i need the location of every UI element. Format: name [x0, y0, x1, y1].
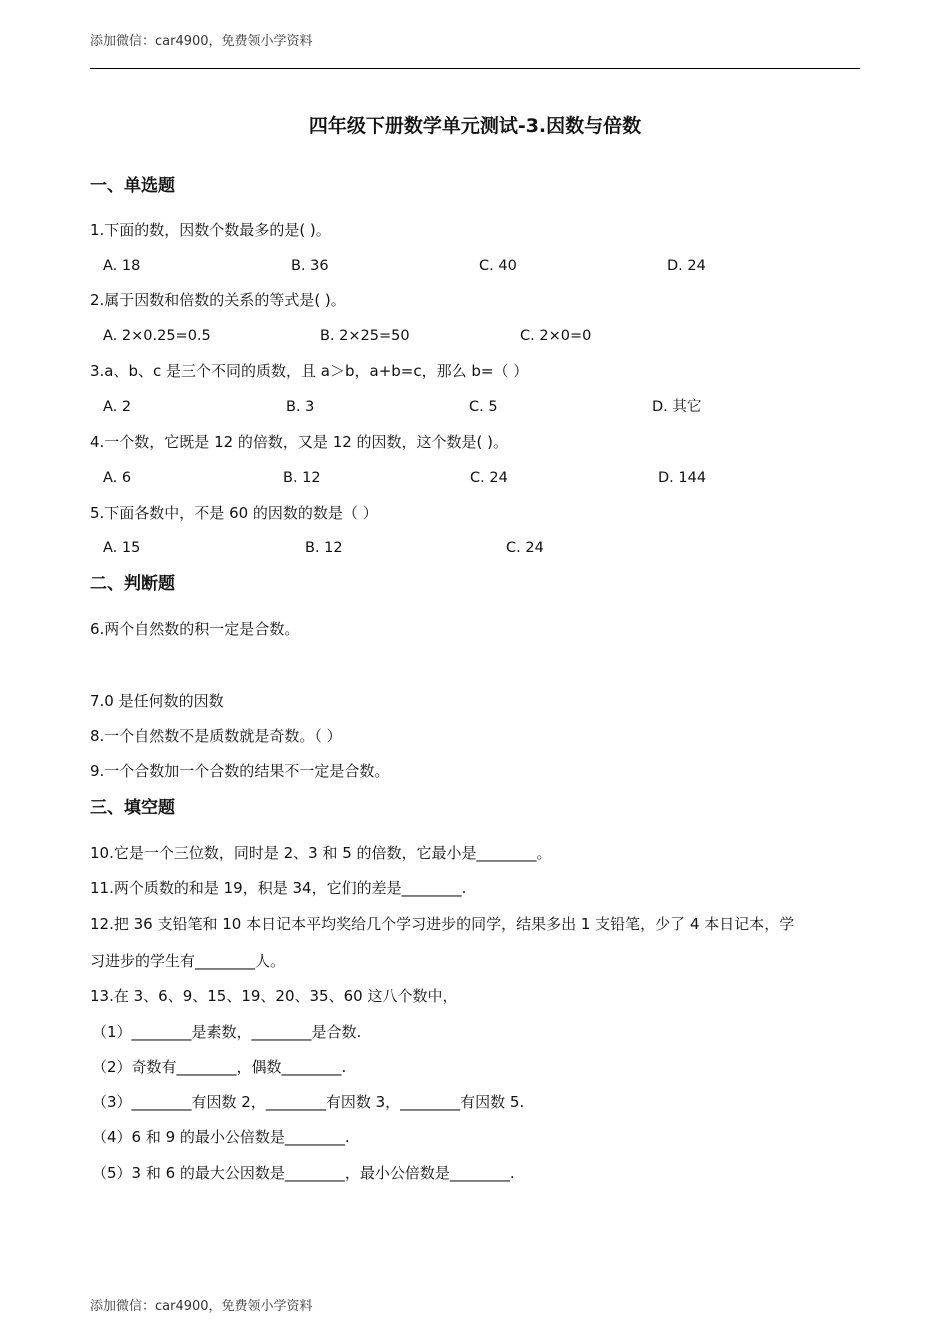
- question-2: 2.属于因数和倍数的关系的等式是( )。: [90, 291, 346, 309]
- question-3: 3.a、b、c 是三个不同的质数，且 a＞b，a+b=c，那么 b=（ ）: [90, 362, 529, 380]
- question-7: 7.0 是任何数的因数: [90, 692, 224, 710]
- section-heading-true-false: 二、判断题: [90, 574, 175, 594]
- q5-option-a: A. 15: [103, 540, 141, 556]
- question-13-part-4: （4）6 和 9 的最小公倍数是________.: [92, 1128, 350, 1146]
- question-11: 11.两个质数的和是 19，积是 34，它们的差是________.: [90, 879, 467, 897]
- q1-option-c: C. 40: [479, 258, 517, 274]
- question-12-line-1: 12.把 36 支铅笔和 10 本日记本平均奖给几个学习进步的同学，结果多出 1 支铅笔，少了 4 本日记本，学: [90, 915, 795, 933]
- header-note: 添加微信：car4900，免费领小学资料: [90, 34, 313, 49]
- header-divider: [90, 68, 860, 69]
- question-1: 1.下面的数，因数个数最多的是( )。: [90, 221, 331, 239]
- q4-option-d: D. 144: [658, 470, 707, 486]
- question-5: 5.下面各数中，不是 60 的因数的数是（ ）: [90, 504, 378, 522]
- q3-option-a: A. 2: [103, 399, 132, 415]
- question-12-line-2: 习进步的学生有________人。: [90, 952, 286, 970]
- q1-option-b: B. 36: [291, 258, 329, 274]
- q4-option-a: A. 6: [103, 470, 132, 486]
- question-6: 6.两个自然数的积一定是合数。: [90, 620, 300, 638]
- question-4: 4.一个数，它既是 12 的倍数，又是 12 的因数，这个数是( )。: [90, 433, 509, 451]
- question-10: 10.它是一个三位数，同时是 2、3 和 5 的倍数，它最小是________。: [90, 844, 552, 862]
- q4-option-b: B. 12: [283, 470, 321, 486]
- q2-option-a: A. 2×0.25=0.5: [103, 328, 211, 344]
- question-13-part-5: （5）3 和 6 的最大公因数是________，最小公倍数是________.: [92, 1164, 515, 1182]
- q5-option-c: C. 24: [506, 540, 544, 556]
- page-title: 四年级下册数学单元测试-3.因数与倍数: [308, 115, 642, 137]
- q5-option-b: B. 12: [305, 540, 343, 556]
- section-heading-fill-blank: 三、填空题: [90, 798, 175, 818]
- q2-option-b: B. 2×25=50: [320, 328, 410, 344]
- question-13-part-1: （1）________是素数，________是合数.: [92, 1023, 362, 1041]
- q3-option-c: C. 5: [469, 399, 498, 415]
- question-13-part-3: （3）________有因数 2，________有因数 3，________有因数 5.: [92, 1093, 525, 1111]
- q3-option-b: B. 3: [286, 399, 315, 415]
- q4-option-c: C. 24: [470, 470, 508, 486]
- question-8: 8.一个自然数不是质数就是奇数。（ ）: [90, 727, 342, 745]
- question-13: 13.在 3、6、9、15、19、20、35、60 这八个数中，: [90, 987, 458, 1005]
- section-heading-single-choice: 一、单选题: [90, 176, 175, 196]
- footer-note: 添加微信：car4900，免费领小学资料: [90, 1299, 313, 1314]
- q2-option-c: C. 2×0=0: [520, 328, 592, 344]
- q1-option-d: D. 24: [667, 258, 706, 274]
- question-9: 9.一个合数加一个合数的结果不一定是合数。: [90, 762, 390, 780]
- q3-option-d: D. 其它: [652, 399, 702, 415]
- question-13-part-2: （2）奇数有________，偶数________.: [92, 1058, 347, 1076]
- q1-option-a: A. 18: [103, 258, 141, 274]
